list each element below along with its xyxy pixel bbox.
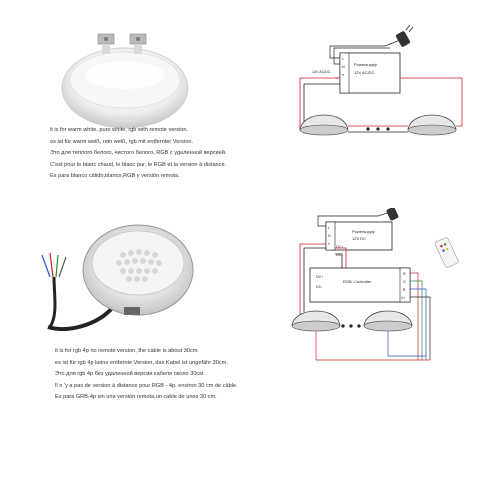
channel-r: R — [403, 272, 406, 276]
lamp-white-image — [50, 20, 200, 130]
diagram2-lamp-left — [292, 311, 340, 331]
channel-b: B — [403, 288, 406, 292]
controller-in-plus: DC+ — [316, 275, 324, 279]
controller-title: RGB — [343, 279, 352, 284]
diagram2-lamp-right — [364, 311, 412, 331]
section2-line-fr: Il n 'y a pas de version à distance pour RGB - 4p, environ 30 cm de câble. — [55, 382, 238, 389]
section1-line-de: es ist für warm weiß, rein weiß, rgb mit entfernter Version. — [50, 138, 193, 145]
ps2-term-n: N — [328, 234, 331, 238]
ps2-title: Powersupply — [352, 229, 375, 234]
section2-description — [55, 346, 238, 404]
controller-in-minus: DC- — [316, 285, 323, 289]
controller-sub: Controller — [354, 279, 372, 284]
ps2-term-gnd: ≡ — [328, 242, 331, 246]
section1-description — [50, 125, 226, 183]
diagram1-lamp-left — [300, 115, 348, 135]
channel-vplus: V+ — [401, 296, 406, 300]
section2-line-de: es ist für rgb 4p keine entfernte Version, das Kabel ist ungefähr 30cm. — [55, 359, 228, 366]
ps1-out: 12V AC/DC — [312, 70, 331, 74]
remote-control-icon — [434, 237, 459, 268]
section1-line-en: it is for warm white, pure white, rgb with remote version. — [50, 127, 189, 133]
ps2-dc-minus: DC- — [336, 253, 343, 257]
section2-line-ru: Это для rgb 4p без удаленной версии кабеля около 30см. — [55, 371, 205, 377]
wiring-diagram-1 — [290, 18, 490, 168]
ps2-dc-plus: DC+ — [336, 245, 344, 249]
ps1-term-gnd: ≡ — [342, 73, 345, 77]
section1-line-ru: Это для теплого белого, чистого белого, RGB с удаленной версией. — [50, 150, 227, 156]
ps2-sub: 12V DC — [352, 236, 367, 241]
section1-line-es: Es para blanco cálido,blanco,RGB y versión remota. — [50, 173, 180, 179]
ps1-term-l: L — [342, 57, 344, 61]
channel-g: G — [403, 280, 406, 284]
section1-line-fr: C'est pour le blanc chaud, le blanc pur, le RGB et la version à distance. — [50, 161, 227, 168]
ps1-sub: 12V AC/DC — [354, 70, 375, 75]
wiring-diagram-2 — [288, 208, 493, 378]
diagram1-lamp-right — [408, 115, 456, 135]
section2-line-en: it is for rgb 4p no remote version, the cable is about 30cm. — [55, 348, 199, 354]
lamp-rgb-image — [28, 215, 198, 345]
section2-line-es: Es para GRB-4p sin una versión remota,un cable de unos 30 cm. — [55, 394, 217, 400]
ps1-term-n: N — [342, 65, 345, 69]
ps1-title: Powersupply — [354, 62, 377, 67]
ps2-term-l: L — [328, 226, 330, 230]
